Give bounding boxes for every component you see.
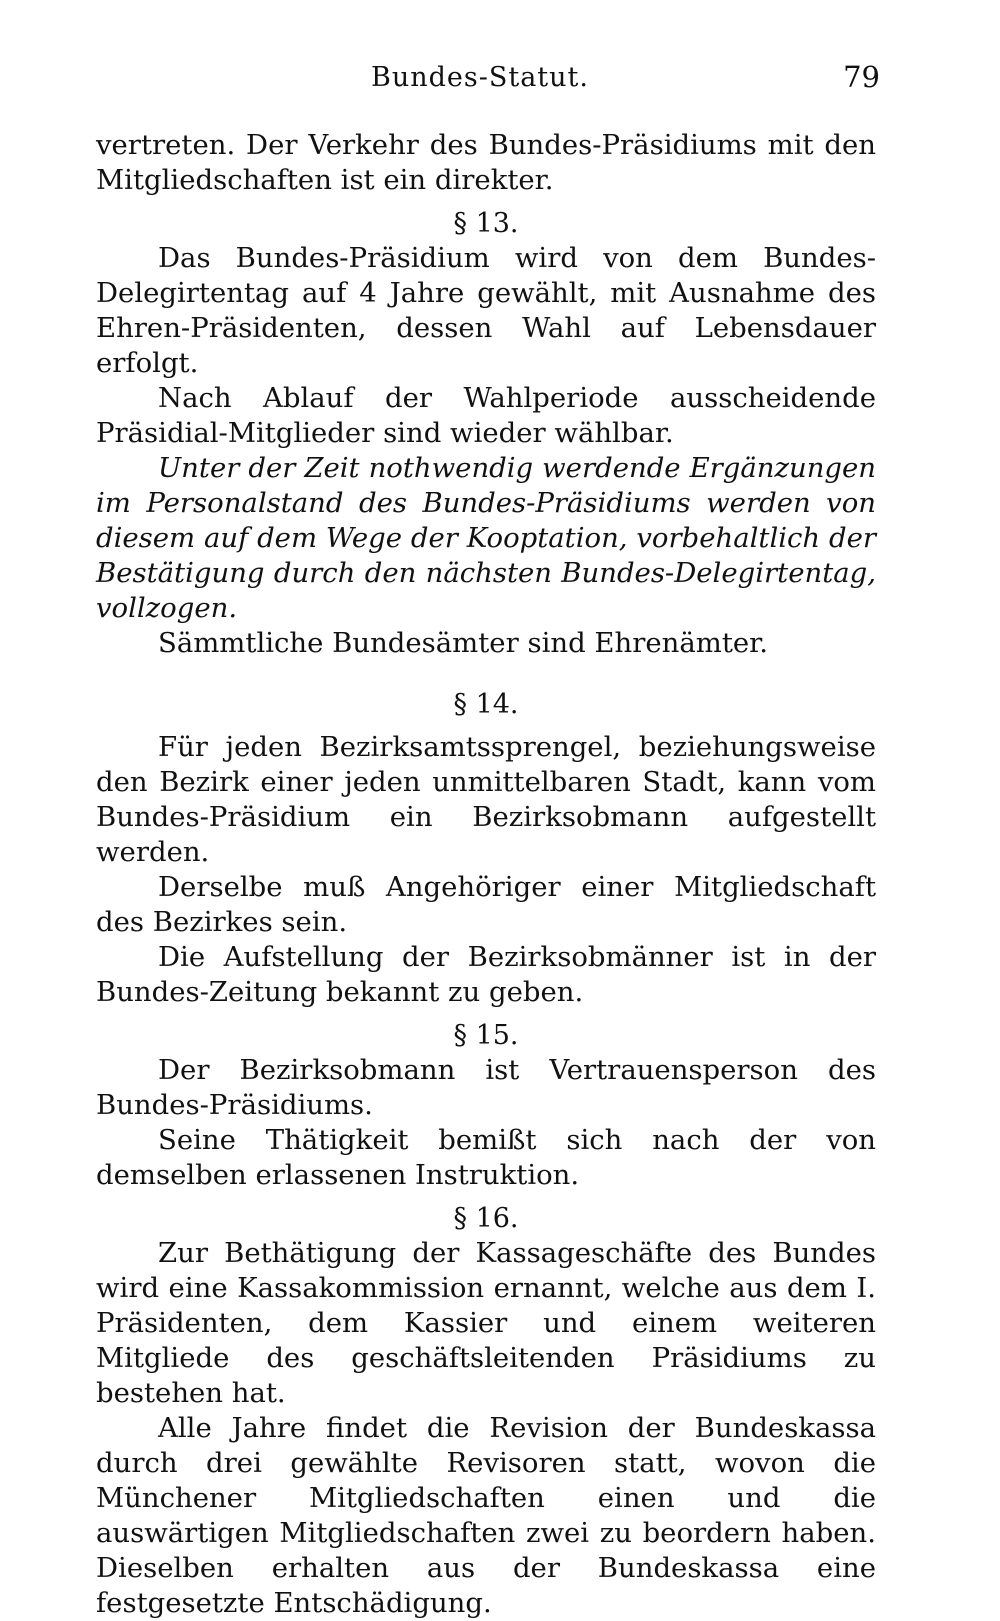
paragraph-13-1: Das Bundes-Präsidium wird von dem Bundes-Delegirtentag auf 4 Jahre gewählt, mit Ausnahme des Ehren-Präsidenten, dessen Wahl auf Lebensdauer erfolgt. — [96, 242, 876, 379]
paragraph-13-2: Nach Ablauf der Wahlperiode ausscheidende Präsidial-Mitglieder sind wieder wählbar. — [96, 382, 876, 449]
paragraph-13-4: Sämmtliche Bundesämter sind Ehrenämter. — [158, 627, 769, 659]
paragraph-16-1: Zur Bethätigung der Kassageschäfte des Bundes wird eine Kassakommission ernannt, welche aus dem I. Präsidenten, dem Kassier und einem weiteren Mitgliede des geschäftsleitenden Präsidiums zu bestehen hat. — [96, 1237, 876, 1409]
section-heading-15: § 15. — [453, 1020, 519, 1051]
paragraph-13-3: Unter der Zeit nothwendig werdende Ergänzungen im Personalstand des Bundes-Präsidiums werden von diesem auf dem Wege der Kooptation, vorbehaltlich der Bestätigung durch den nächsten Bundes-Delegirtentag, vollzogen. — [96, 452, 876, 624]
body-text — [96, 128, 876, 1621]
section-heading-14: § 14. — [453, 689, 519, 720]
paragraph-14-1: Für jeden Bezirksamtssprengel, beziehungsweise den Bezirk einer jeden unmittelbaren Stadt, kann vom Bundes-Präsidium ein Bezirksobmann aufgestellt werden. — [96, 731, 876, 868]
section-heading-16: § 16. — [453, 1203, 519, 1234]
page-number: 79 — [843, 60, 880, 94]
paragraph-continuation: vertreten. Der Verkehr des Bundes-Präsidiums mit den Mitgliedschaften ist ein direkter. — [96, 129, 876, 196]
paragraph-15-2: Seine Thätigkeit bemißt sich nach der von demselben erlassenen Instruktion. — [96, 1124, 876, 1191]
paragraph-16-2: Alle Jahre findet die Revision der Bundeskassa durch drei gewählte Revisoren statt, wovon die Münchener Mitgliedschaften einen und die auswärtigen Mitgliedschaften zwei zu beordern haben. Dieselben erhalten aus der Bundeskassa eine festgesetzte Entschädigung. — [96, 1412, 876, 1619]
paragraph-14-3: Die Aufstellung der Bezirksobmänner ist in der Bundes-Zeitung bekannt zu geben. — [96, 941, 876, 1008]
section-heading-13: § 13. — [453, 208, 519, 239]
running-header-title: Bundes-Statut. — [371, 62, 589, 93]
paragraph-14-2: Derselbe muß Angehöriger einer Mitgliedschaft des Bezirkes sein. — [96, 871, 876, 938]
paragraph-15-1: Der Bezirksobmann ist Vertrauensperson des Bundes-Präsidiums. — [96, 1054, 876, 1121]
